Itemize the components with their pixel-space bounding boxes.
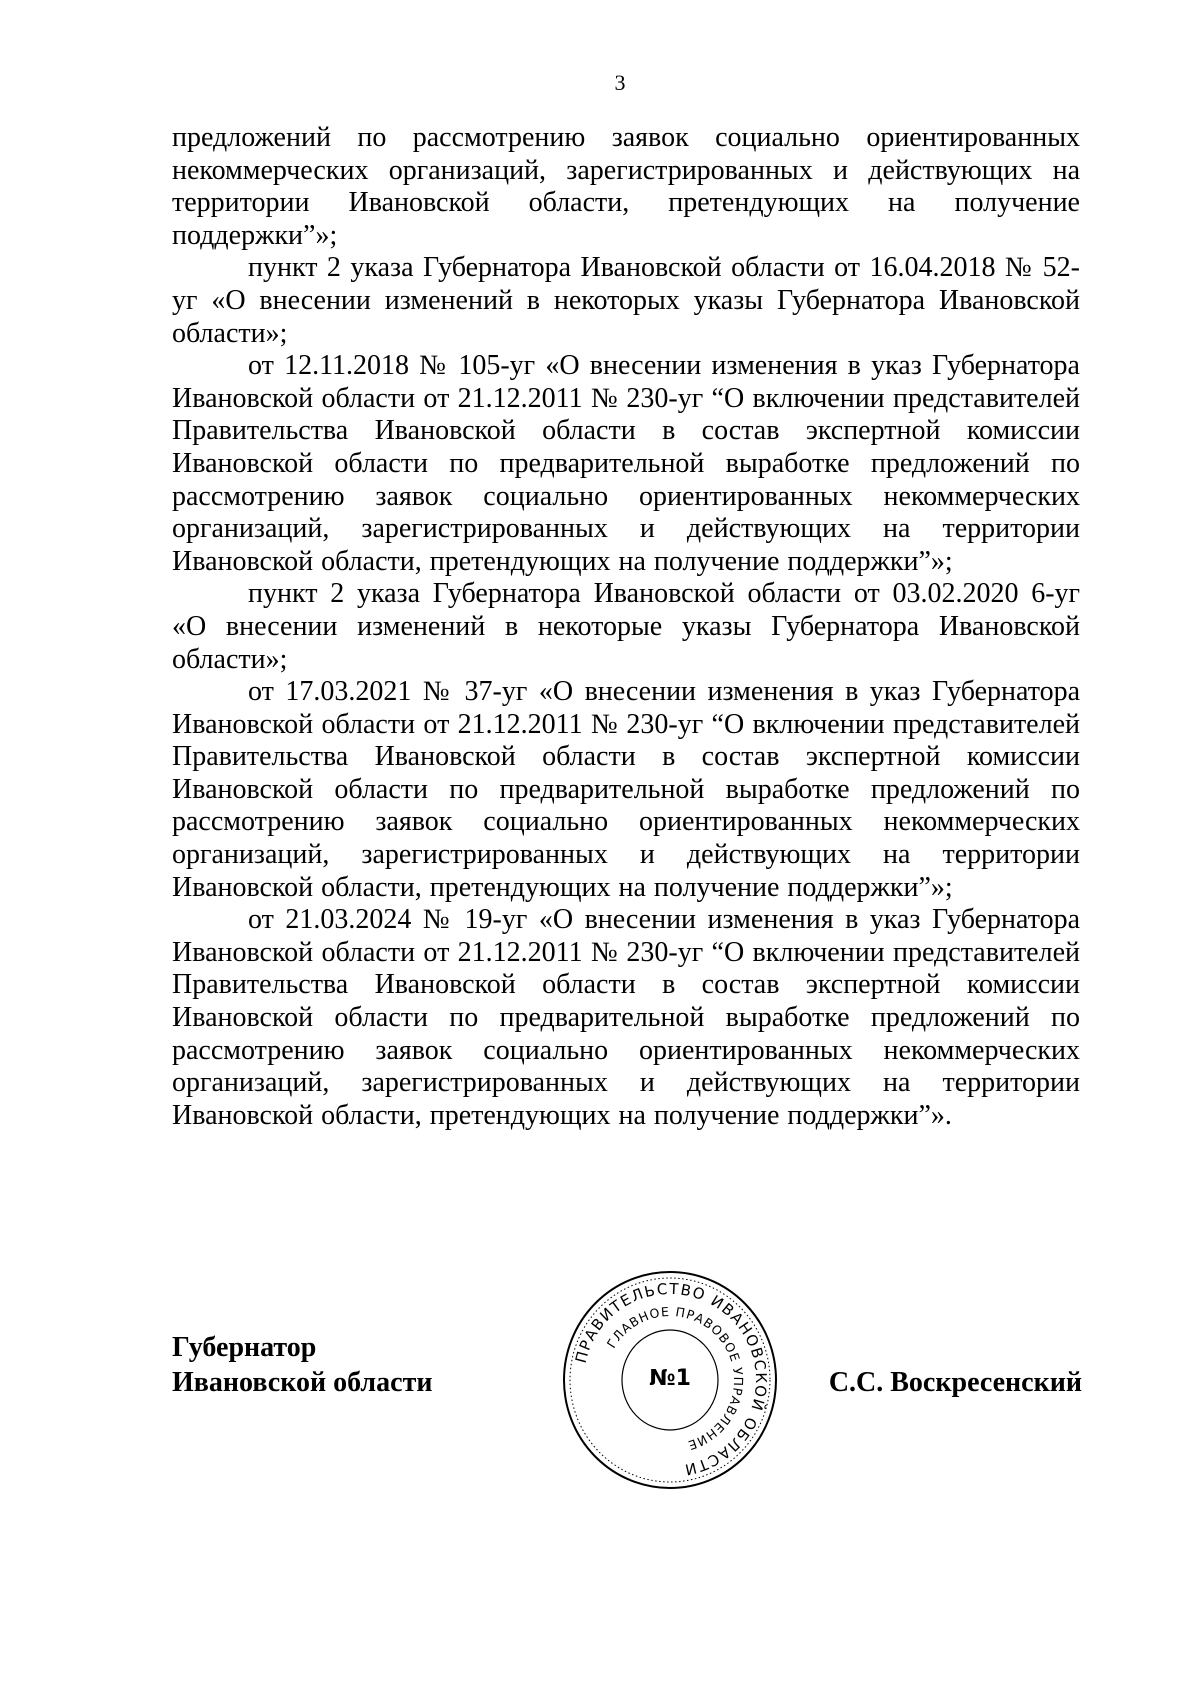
document-body <box>172 122 1080 1132</box>
paragraph-3: от 12.11.2018 № 105-уг «О внесении изменения в указ Губернатора Ивановской области от 21.12.2011 № 230-уг “О включении представителей Правительства Ивановской области в состав экспертной комиссии Ивановской области по предварительной выработке предложений по рассмотрению заявок социально ориентированных некоммерческих организаций, зарегистрированных и действующих на территории Ивановской области, претендующих на получение поддержки”»; <box>172 350 1080 577</box>
paragraph-4: пункт 2 указа Губернатора Ивановской области от 03.02.2020 6-уг «О внесении изменений в некоторые указы Губернатора Ивановской области»; <box>172 578 1080 675</box>
signer-name: С.С. Воскресенский <box>828 1367 1082 1398</box>
signer-position-line-2: Ивановской области <box>172 1367 433 1398</box>
paragraph-5: от 17.03.2021 № 37-уг «О внесении изменения в указ Губернатора Ивановской области от 21.12.2011 № 230-уг “О включении представителей Правительства Ивановской области в состав экспертной комиссии Ивановской области по предварительной выработке предложений по рассмотрению заявок социально ориентированных некоммерческих организаций, зарегистрированных и действующих на территории Ивановской области, претендующих на получение поддержки”»; <box>172 676 1080 903</box>
paragraph-2: пункт 2 указа Губернатора Ивановской области от 16.04.2018 № 52-уг «О внесении изменений в некоторых указы Губернатора Ивановской области»; <box>172 252 1080 349</box>
seal-outer-text: ПРАВИТЕЛЬСТВО ИВАНОВСКОЙ ОБЛАСТИ <box>571 1279 771 1479</box>
seal-inner-text: ГЛАВНОЕ ПРАВОВОЕ УПРАВЛЕНИЕ <box>603 1303 747 1454</box>
official-seal-stamp <box>560 1268 780 1492</box>
signer-position-line-1: Губернатор <box>172 1332 317 1363</box>
signature-block <box>172 1330 432 1400</box>
paragraph-6: от 21.03.2024 № 19-уг «О внесении изменения в указ Губернатора Ивановской области от 21.12.2011 № 230-уг “О включении представителей Правительства Ивановской области в состав экспертной комиссии Ивановской области по предварительной выработке предложений по рассмотрению заявок социально ориентированных некоммерческих организаций, зарегистрированных и действующих на территории Ивановской области, претендующих на получение поддержки”». <box>172 904 1080 1131</box>
page-number: 3 <box>614 70 626 95</box>
paragraph-1: предложений по рассмотрению заявок социально ориентированных некоммерческих организаций, зарегистрированных и действующих на территории Ивановской области, претендующих на получение поддержки”»; <box>172 122 1080 251</box>
seal-center-number: №1 <box>649 1366 691 1391</box>
